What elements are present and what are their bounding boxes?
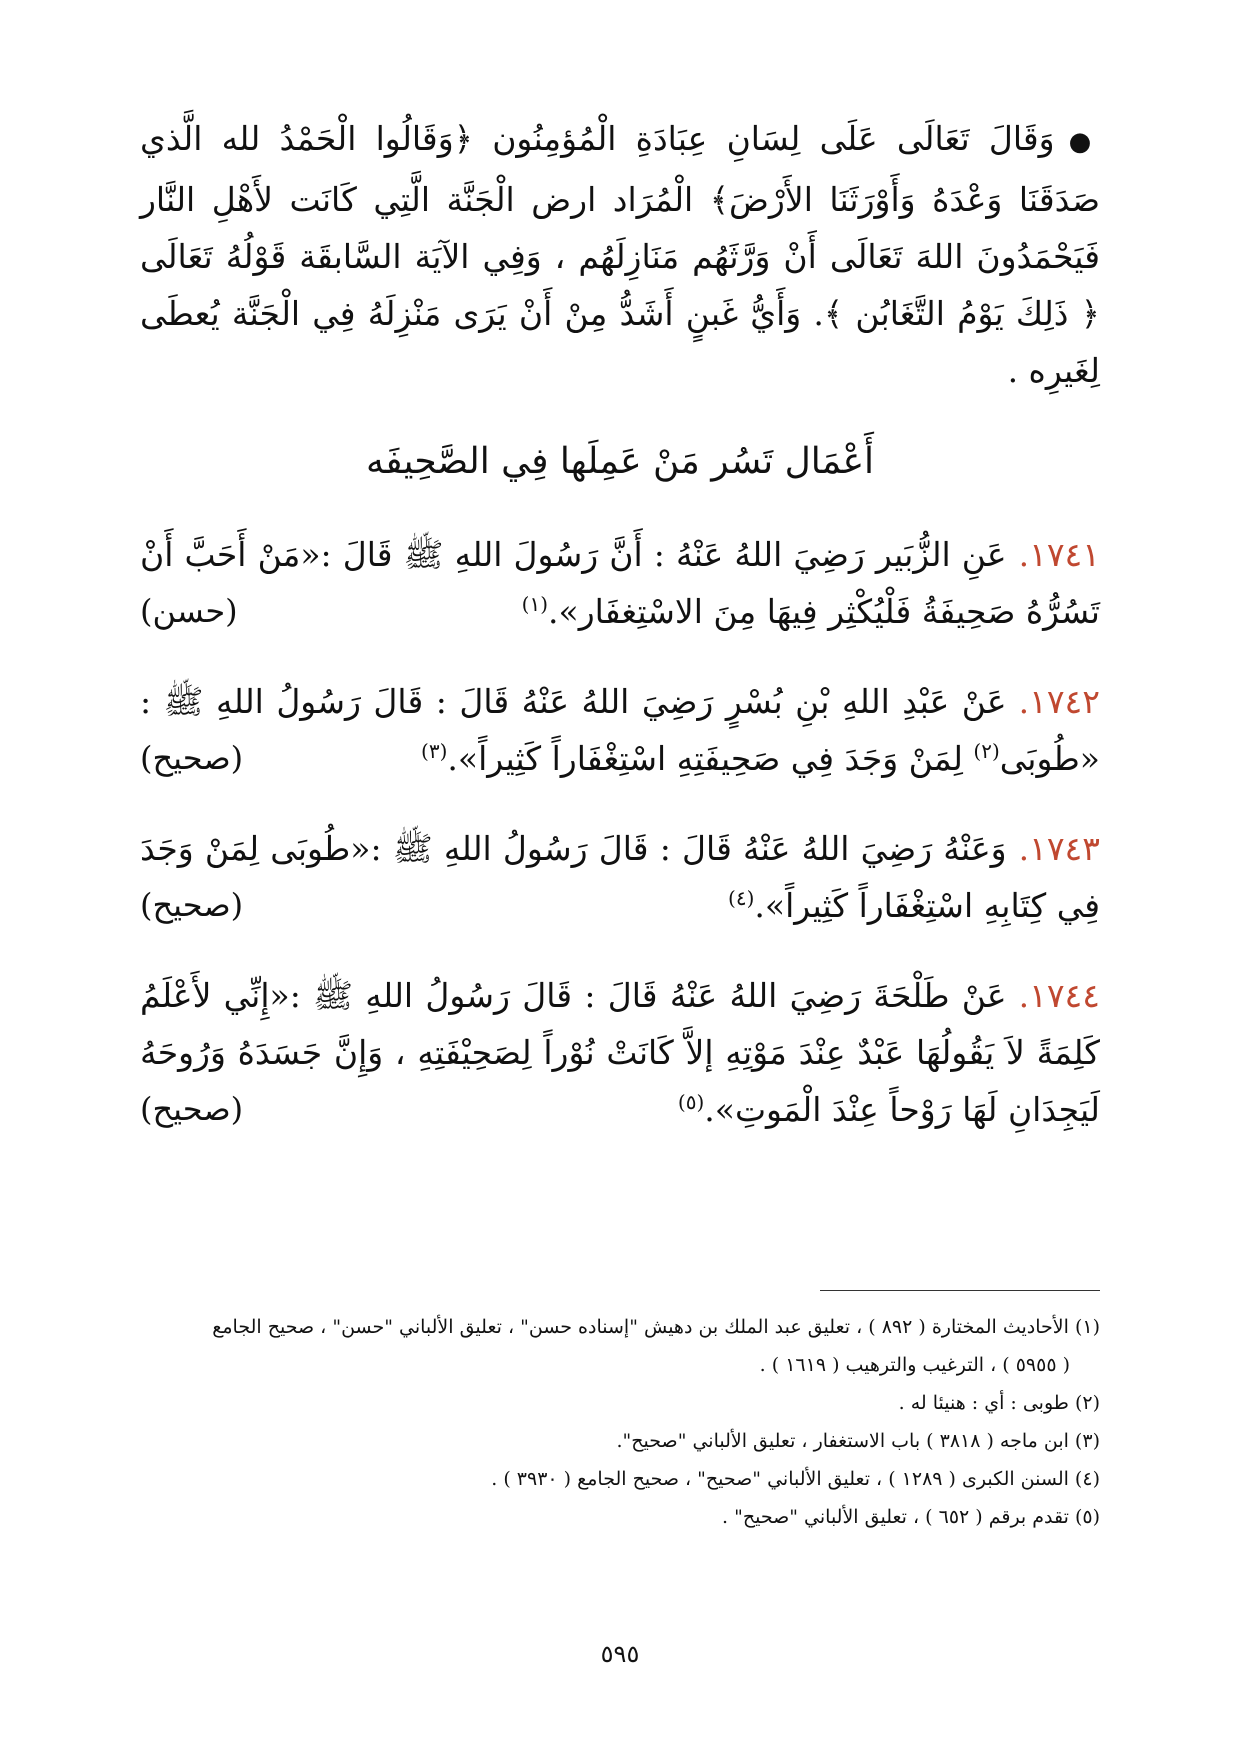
hadith-text-continued: لِمَنْ وَجَدَ فِي صَحِيفَتِهِ اسْتِغْفَاراً كَثِيراً».	[447, 739, 963, 778]
footnote-1-continued: ( ٥٩٥٥ ) ، الترغيب والترهيب ( ١٦١٩ ) .	[759, 1354, 1070, 1376]
hadith-text: وَعَنْهُ رَضِيَ اللهُ عَنْهُ قَالَ : قَالَ رَسُولُ اللهِ ﷺ :«طُوبَى لِمَنْ وَجَدَ فِي كِتَابِهِ اسْتِغْفَاراً كَثِيراً».	[140, 829, 1100, 925]
footnote-ref[interactable]: (٣)	[421, 739, 448, 763]
hadith-number: ١٧٤١.	[1018, 535, 1100, 574]
footnote-4: (٤) السنن الكبرى ( ١٢٨٩ ) ، تعليق الألباني "صحيح" ، صحيح الجامع ( ٣٩٣٠ ) .	[491, 1468, 1100, 1490]
intro-paragraph	[140, 110, 1100, 399]
hadith-text: عَنِ الزُّبَير رَضِيَ اللهُ عَنْهُ : أَنَّ رَسُولَ اللهِ ﷺ قَالَ :«مَنْ أَحَبَّ أَنْ تَسُرُّهُ صَحِيفَةُ فَلْيُكْثِر فِيهَا مِنَ الاسْتِغفَار».	[140, 535, 1100, 631]
grade-label: (صحيح)	[140, 739, 244, 777]
footnote-divider	[820, 1290, 1100, 1291]
page-body	[140, 110, 1100, 1171]
hadith-1742	[140, 673, 1100, 787]
grade-label: (صحيح)	[140, 886, 244, 924]
hadith-1741	[140, 526, 1100, 640]
footnote-3: (٣) ابن ماجه ( ٣٨١٨ ) باب الاستغفار ، تعليق الألباني "صحيح".	[616, 1430, 1100, 1452]
hadith-text: عَنْ عَبْدِ اللهِ بْنِ بُسْرٍ رَضِيَ اللهُ عَنْهُ قَالَ : قَالَ رَسُولُ اللهِ ﷺ : «طُوبَى	[140, 682, 1100, 778]
grade-label: (حسن)	[140, 592, 238, 630]
hadith-number: ١٧٤٢.	[1018, 682, 1100, 721]
footnote-1: (١) الأحاديث المختارة ( ٨٩٢ ) ، تعليق عبد الملك بن دهيش "إسناده حسن" ، تعليق الألباني "حسن" ، صحيح الجامع	[212, 1316, 1100, 1338]
grade-label: (صحيح)	[140, 1090, 244, 1128]
hadith-1743	[140, 820, 1100, 934]
hadith-1744	[140, 967, 1100, 1138]
footnote-ref[interactable]: (١)	[521, 592, 549, 616]
footnote-ref[interactable]: (٥)	[677, 1090, 705, 1114]
intro-text: وَقَالَ تَعَالَى عَلَى لِسَانِ عِبَادَةِ الْمُؤمِنُون ﴿وَقَالُوا الْحَمْدُ لله الَّذي صَدَقَنَا وَعْدَهُ وَأَوْرَثَنَا الأَرْضَ﴾ الْمُرَاد ارض الْجَنَّة الَّتِي كَانَت لأَهْلِ النَّار فَيَحْمَدُونَ اللهَ تَعَالَى أَنْ وَرَّثَهُم مَنَازِلَهُم ، وَفِي الآيَة السَّابقَة قَوْلُهُ تَعَالَى ﴿ ذَلِكَ يَوْمُ التَّغَابُن ﴾. وَأَيُّ غَبنٍ أَشَدُّ مِنْ أَنْ يَرَى مَنْزِلَهُ فِي الْجَنَّة يُعطَى لِغَيرِه .	[140, 119, 1100, 390]
footnote-ref[interactable]: (٢)	[973, 739, 1000, 763]
bullet-icon: ●	[1068, 127, 1101, 157]
page-number: ٥٩٥	[600, 1640, 640, 1668]
hadith-number: ١٧٤٤.	[1018, 976, 1100, 1015]
footnote-2: (٢) طوبى : أي : هنيئا له .	[898, 1392, 1100, 1414]
footnote-ref[interactable]: (٤)	[728, 886, 755, 910]
footnote-5: (٥) تقدم برقم ( ٦٥٢ ) ، تعليق الألباني "صحيح" .	[722, 1506, 1100, 1528]
footnotes	[140, 1308, 1100, 1536]
section-heading: أَعْمَال تَسُر مَنْ عَمِلَها فِي الصَّحِيفَه	[365, 441, 875, 482]
hadith-text: عَنْ طَلْحَةَ رَضِيَ اللهُ عَنْهُ قَالَ : قَالَ رَسُولُ اللهِ ﷺ :«إِنِّي لأَعْلَمُ كَلِمَةً لاَ يَقُولُهَا عَبْدٌ عِنْدَ مَوْتِهِ إلاَّ كَانَتْ نُوْراً لِصَحِيْفَتِهِ ، وَإِنَّ جَسَدَهُ وَرُوحَهُ لَيَجِدَانِ لَهَا رَوْحاً عِنْدَ الْمَوتِ».	[140, 976, 1100, 1129]
hadith-number: ١٧٤٣.	[1018, 829, 1100, 868]
